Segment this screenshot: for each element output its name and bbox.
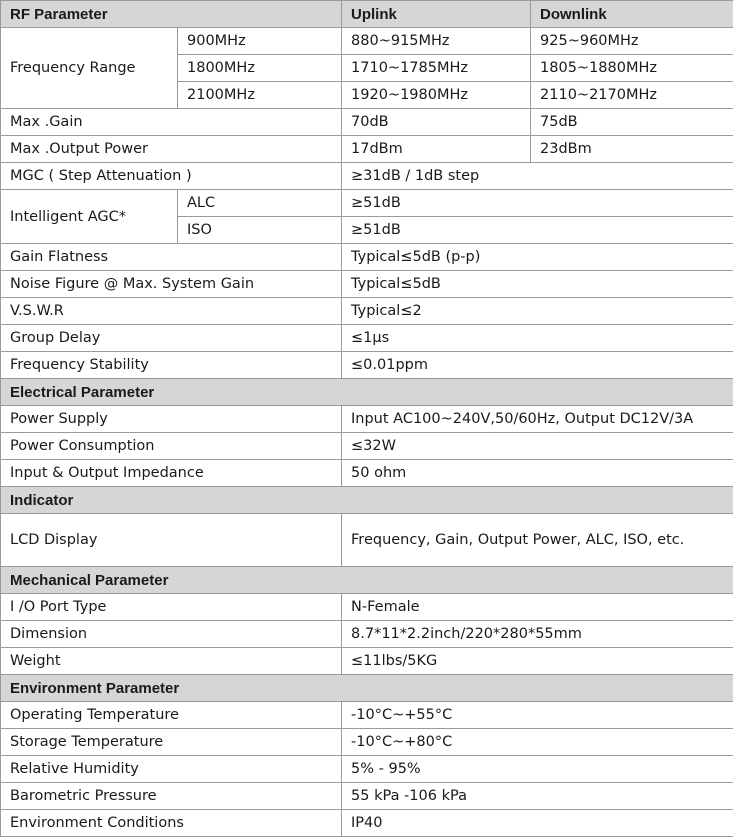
max-gain-downlink: 75dB — [531, 109, 733, 136]
row-value: 8.7*11*2.2inch/220*280*55mm — [342, 621, 733, 648]
row-value: Typical≤5dB (p-p) — [342, 244, 733, 271]
row-value: 50 ohm — [342, 460, 733, 487]
max-output-label: Max .Output Power — [1, 136, 342, 163]
section-header-row — [1, 379, 733, 406]
row-value: 5% - 95% — [342, 756, 733, 783]
band-name: 1800MHz — [178, 55, 342, 82]
band-uplink: 1710~1785MHz — [342, 55, 531, 82]
row-label: Dimension — [1, 621, 342, 648]
row-value: ≤0.01ppm — [342, 352, 733, 379]
row-label: Noise Figure @ Max. System Gain — [1, 271, 342, 298]
table-row — [1, 433, 733, 460]
table-row — [1, 729, 733, 756]
table-row — [1, 810, 733, 837]
row-label: Group Delay — [1, 325, 342, 352]
indicator-section-title: Indicator — [1, 487, 733, 514]
row-label: Barometric Pressure — [1, 783, 342, 810]
max-gain-uplink: 70dB — [342, 109, 531, 136]
row-value: -10°C~+55°C — [342, 702, 733, 729]
row-value: ≤1μs — [342, 325, 733, 352]
band-name: 900MHz — [178, 28, 342, 55]
table-row — [1, 594, 733, 621]
band-downlink: 1805~1880MHz — [531, 55, 733, 82]
table-row — [1, 325, 733, 352]
row-label: Storage Temperature — [1, 729, 342, 756]
lcd-display-value: Frequency, Gain, Output Power, ALC, ISO, etc. — [342, 514, 733, 567]
row-label: Frequency Stability — [1, 352, 342, 379]
agc-sub-label: ALC — [178, 190, 342, 217]
max-output-uplink: 17dBm — [342, 136, 531, 163]
band-downlink: 925~960MHz — [531, 28, 733, 55]
table-row — [1, 648, 733, 675]
table-row — [1, 190, 733, 217]
table-row — [1, 460, 733, 487]
table-row — [1, 352, 733, 379]
row-value: IP40 — [342, 810, 733, 837]
row-value: 55 kPa -106 kPa — [342, 783, 733, 810]
table-row — [1, 28, 733, 55]
band-uplink: 880~915MHz — [342, 28, 531, 55]
row-value: Typical≤2 — [342, 298, 733, 325]
rf-section-title: RF Parameter — [1, 1, 342, 28]
uplink-header: Uplink — [342, 1, 531, 28]
row-value: -10°C~+80°C — [342, 729, 733, 756]
row-label: Input & Output Impedance — [1, 460, 342, 487]
table-row — [1, 298, 733, 325]
row-label: Power Supply — [1, 406, 342, 433]
section-header-row — [1, 675, 733, 702]
table-row — [1, 136, 733, 163]
agc-value: ≥51dB — [342, 190, 733, 217]
table-row — [1, 271, 733, 298]
mechanical-section-title: Mechanical Parameter — [1, 567, 733, 594]
downlink-header: Downlink — [531, 1, 733, 28]
section-header-row — [1, 567, 733, 594]
mgc-value: ≥31dB / 1dB step — [342, 163, 733, 190]
row-label: Power Consumption — [1, 433, 342, 460]
environment-section-title: Environment Parameter — [1, 675, 733, 702]
section-header-row — [1, 487, 733, 514]
rf-header-row — [1, 1, 733, 28]
row-value: ≤32W — [342, 433, 733, 460]
row-label: I /O Port Type — [1, 594, 342, 621]
row-value: Typical≤5dB — [342, 271, 733, 298]
table-row — [1, 702, 733, 729]
table-row — [1, 756, 733, 783]
band-uplink: 1920~1980MHz — [342, 82, 531, 109]
freq-range-label: Frequency Range — [1, 28, 178, 109]
table-row — [1, 244, 733, 271]
row-value: Input AC100~240V,50/60Hz, Output DC12V/3A — [342, 406, 733, 433]
row-label: Weight — [1, 648, 342, 675]
band-downlink: 2110~2170MHz — [531, 82, 733, 109]
row-label: Relative Humidity — [1, 756, 342, 783]
mgc-label: MGC ( Step Attenuation ) — [1, 163, 342, 190]
table-row — [1, 783, 733, 810]
row-label: Gain Flatness — [1, 244, 342, 271]
agc-value: ≥51dB — [342, 217, 733, 244]
row-value: ≤11lbs/5KG — [342, 648, 733, 675]
max-gain-label: Max .Gain — [1, 109, 342, 136]
agc-label: Intelligent AGC* — [1, 190, 178, 244]
max-output-downlink: 23dBm — [531, 136, 733, 163]
band-name: 2100MHz — [178, 82, 342, 109]
row-label: Environment Conditions — [1, 810, 342, 837]
table-row — [1, 514, 733, 567]
electrical-section-title: Electrical Parameter — [1, 379, 733, 406]
row-label: Operating Temperature — [1, 702, 342, 729]
table-row — [1, 621, 733, 648]
lcd-display-label: LCD Display — [1, 514, 342, 567]
row-value: N-Female — [342, 594, 733, 621]
table-row — [1, 163, 733, 190]
table-row — [1, 109, 733, 136]
table-row — [1, 406, 733, 433]
row-label: V.S.W.R — [1, 298, 342, 325]
agc-sub-label: ISO — [178, 217, 342, 244]
